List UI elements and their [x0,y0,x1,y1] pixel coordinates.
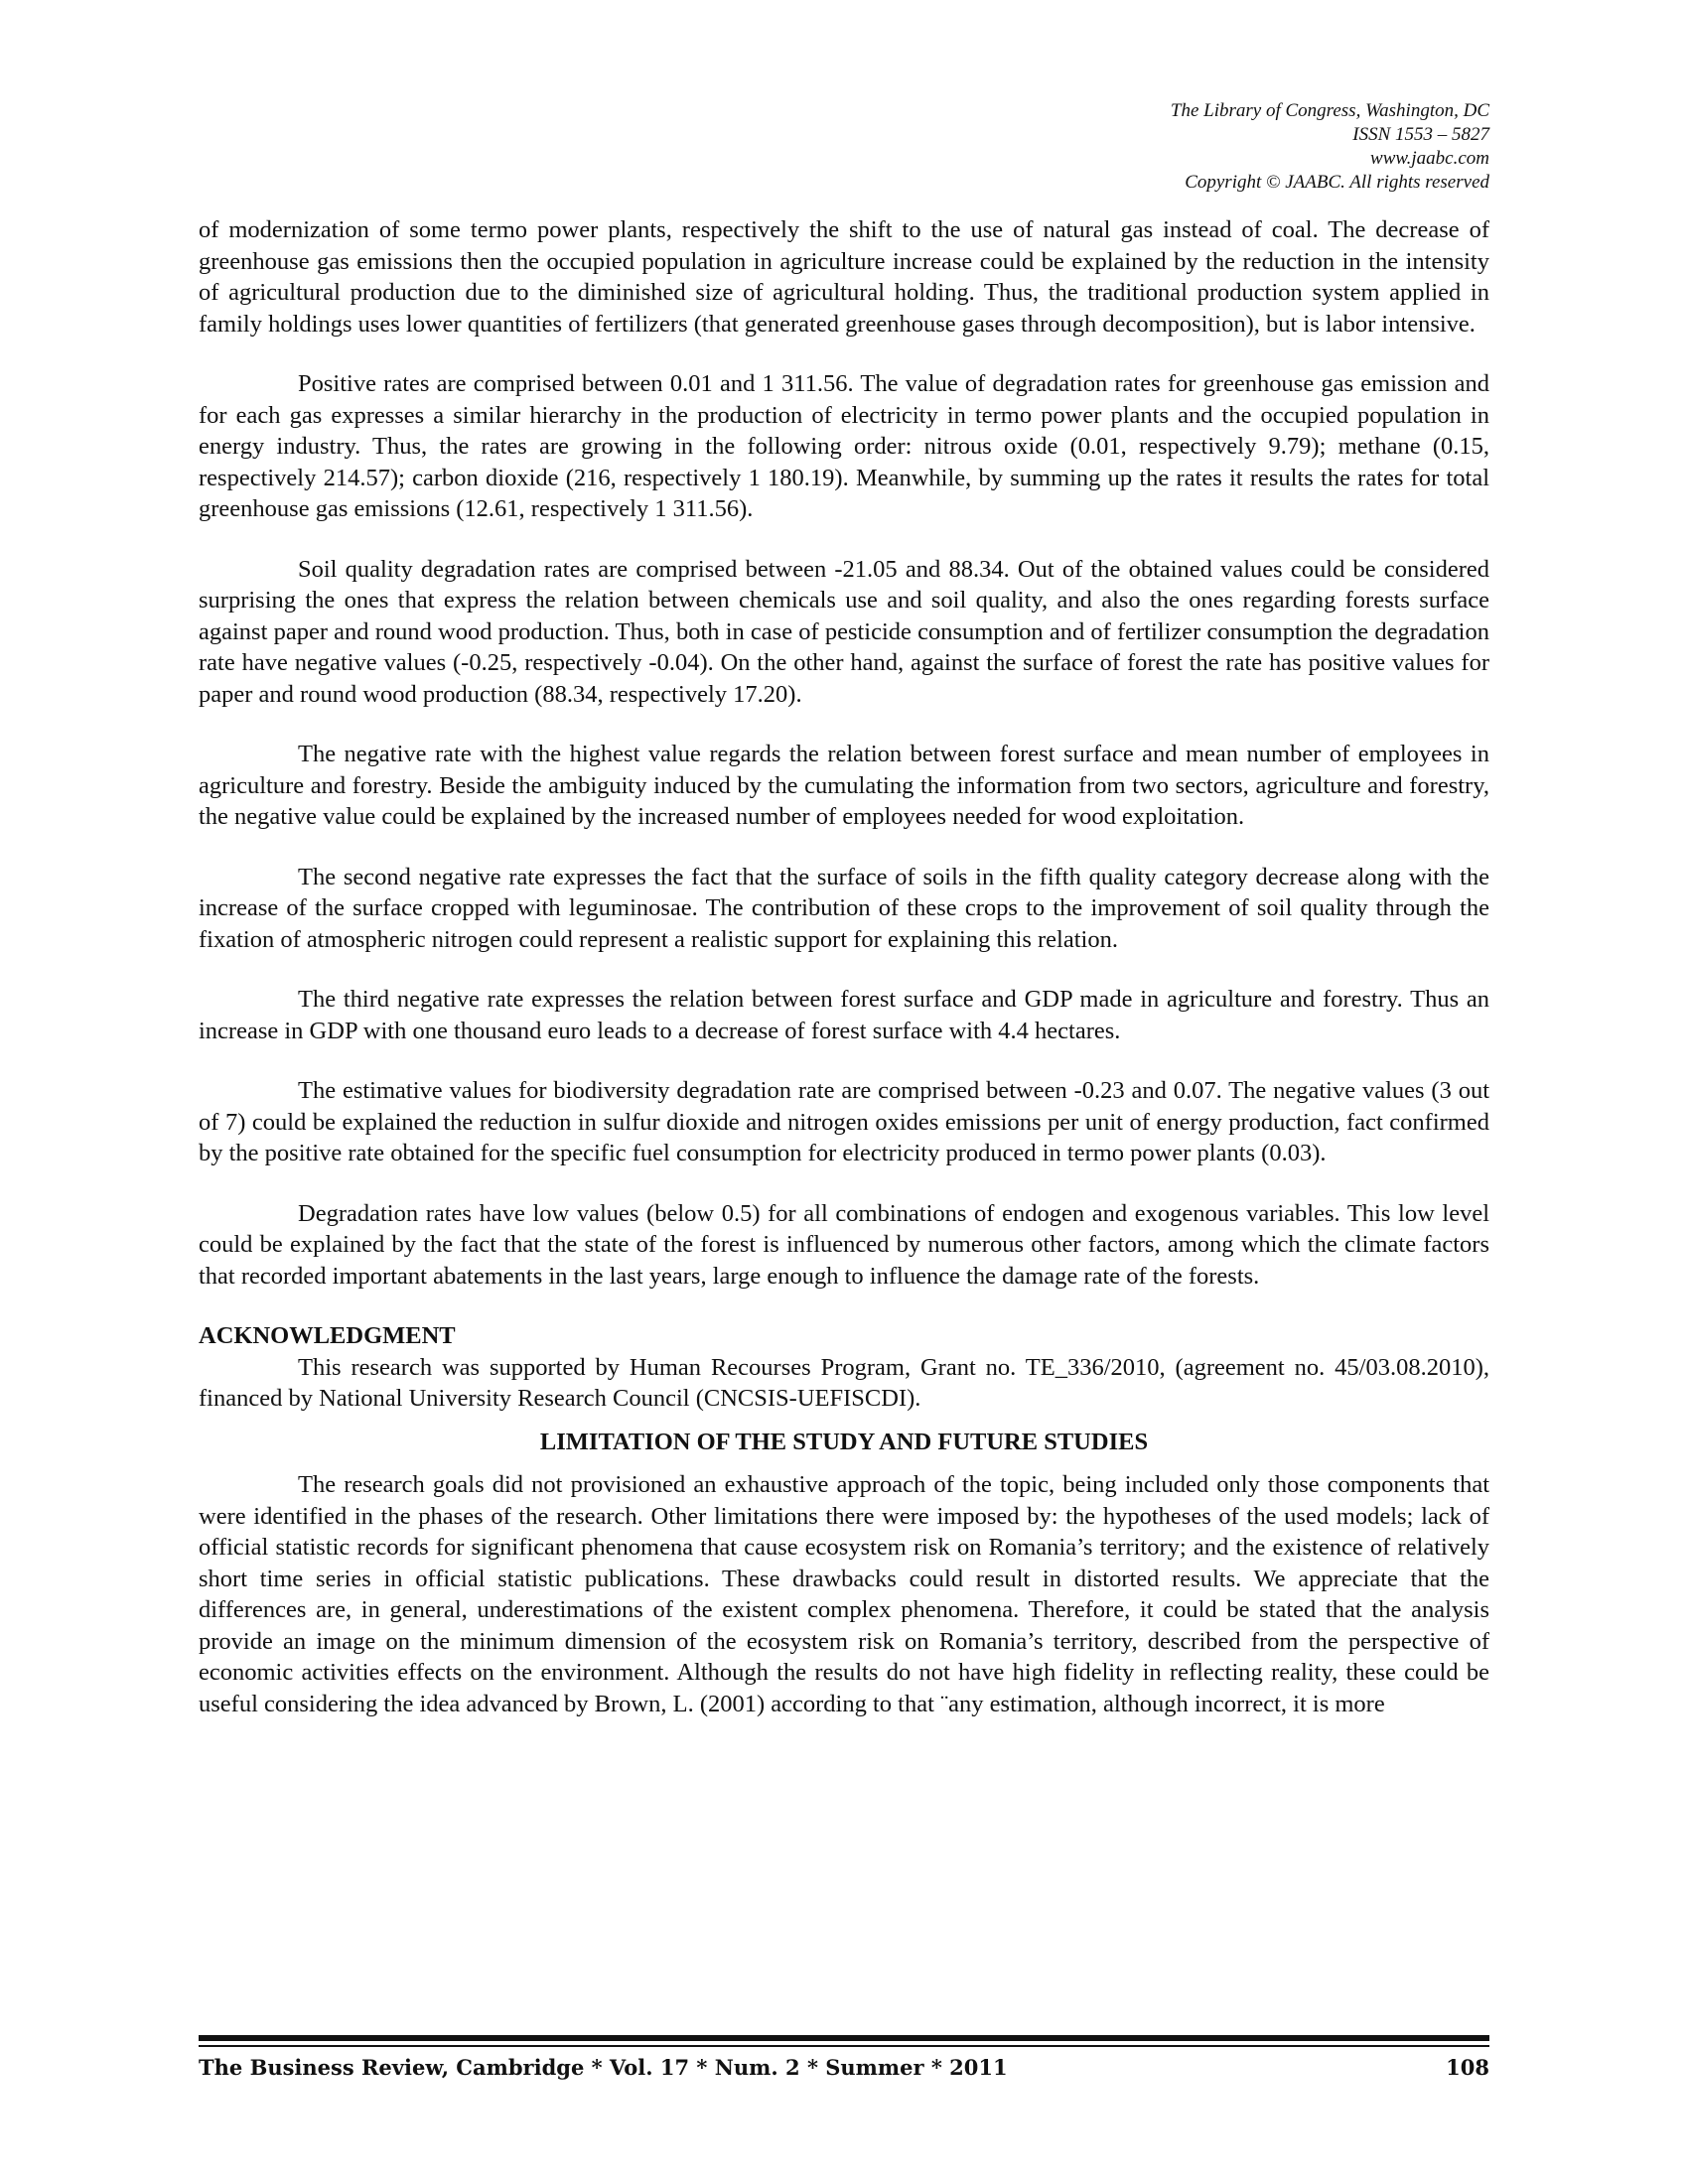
header-website: www.jaabc.com [1370,148,1489,169]
paragraph-biodiversity: The estimative values for biodiversity degradation rate are comprised between -0.23 and 0.07. The negative values (3 out of 7) could be explained the reduction in sulfur dioxide and nitrogen oxides emissions per unit of energy production, fact confirmed by the positive rate obtained for the specific fuel consumption for electricity produced in termo power plants (0.03). [199,1077,1489,1166]
acknowledgment-text: This research was supported by Human Recourses Program, Grant no. TE_336/2010, (agreement no. 45/03.08.2010), financed by National University Research Council (CNCSIS-UEFISCDI). [199,1353,1489,1412]
header-issn: ISSN 1553 – 5827 [1352,124,1489,145]
page-number: 108 [1446,2055,1489,2080]
article-body [199,214,1489,1748]
limitation-heading: LIMITATION OF THE STUDY AND FUTURE STUDIES [539,1428,1149,1455]
limitation-text: The research goals did not provisioned an exhaustive approach of the topic, being included only those components that were identified in the phases of the research. Other limitations there were imposed by: the hypotheses of the used models; lack of official statistic records for significant phenomena that cause ecosystem risk on Romania’s territory; and the existence of relatively short time series in official statistic publications. These drawbacks could result in distorted results. We appreciate that the differences are, in general, underestimations of the existent complex phenomena. Therefore, it could be stated that the analysis provide an image on the minimum dimension of the ecosystem risk on Romania’s territory, described from the perspective of economic activities effects on the environment. Although the results do not have high fidelity in reflecting reality, these could be useful considering the idea advanced by Brown, L. (2001) according to that ¨any estimation, although incorrect, it is more [199,1471,1489,1717]
paragraph-degradation-low: Degradation rates have low values (below 0.5) for all combinations of endogen and exogenous variables. This low level could be explained by the fact that the state of the forest is influenced by numerous other factors, among which the climate factors that recorded important abatements in the last years, large enough to influence the damage rate of the forests. [199,1199,1489,1290]
paragraph-second-negative-rate: The second negative rate expresses the fact that the surface of soils in the fifth quality category decrease along with the increase of the surface cropped with leguminosae. The contribution of these crops to the improvement of soil quality through the fixation of atmospheric nitrogen could represent a realistic support for explaining this relation. [199,863,1489,953]
paragraph-negative-rate-forest: The negative rate with the highest value regards the relation between forest surface and mean number of employees in agriculture and forestry. Beside the ambiguity induced by the cumulating the information from two sectors, agriculture and forestry, the negative value could be explained by the increased number of employees needed for wood exploitation. [199,741,1489,830]
paragraph-soil-quality: Soil quality degradation rates are comprised between -21.05 and 88.34. Out of the obtained values could be considered surprising the ones that express the relation between chemicals use and soil quality, and also the ones regarding forests surface against paper and round wood production. Thus, both in case of pesticide consumption and of fertilizer consumption the degradation rate have negative values (-0.25, respectively -0.04). On the other hand, against the surface of forest the rate has positive values for paper and round wood production (88.34, respectively 17.20). [199,555,1489,708]
paragraph-continued: of modernization of some termo power plants, respectively the shift to the use of natural gas instead of coal. The decrease of greenhouse gas emissions then the occupied population in agriculture increase could be explained by the reduction in the intensity of agricultural production due to the diminished size of agricultural holding. Thus, the traditional production system applied in family holdings uses lower quantities of fertilizers (that generated greenhouse gases through decomposition), but is labor intensive. [199,216,1489,338]
footer-journal-name: The Business Review, Cambridge * Vol. 17 * Num. 2 * Summer * 2011 [199,2055,1008,2080]
paragraph-positive-rates: Positive rates are comprised between 0.01 and 1 311.56. The value of degradation rates for greenhouse gas emission and for each gas expresses a similar hierarchy in the production of electricity in termo power plants and the occupied population in energy industry. Thus, the rates are growing in the following order: nitrous oxide (0.01, respectively 9.79); methane (0.15, respectively 214.57); carbon dioxide (216, respectively 1 180.19). Meanwhile, by summing up the rates it results the rates for total greenhouse gas emissions (12.61, respectively 1 311.56). [199,370,1489,522]
footer-rule-thick [199,2035,1489,2041]
journal-header [894,99,1489,195]
acknowledgment-heading: ACKNOWLEDGMENT [199,1322,456,1349]
footer-rule-thin [199,2045,1489,2047]
paragraph-third-negative-rate: The third negative rate expresses the relation between forest surface and GDP made in agriculture and forestry. Thus an increase in GDP with one thousand euro leads to a decrease of forest surface with 4.4 hectares. [199,986,1489,1044]
page-footer [199,2055,1489,2089]
header-copyright: Copyright © JAABC. All rights reserved [1185,172,1489,193]
header-library: The Library of Congress, Washington, DC [1170,100,1489,121]
